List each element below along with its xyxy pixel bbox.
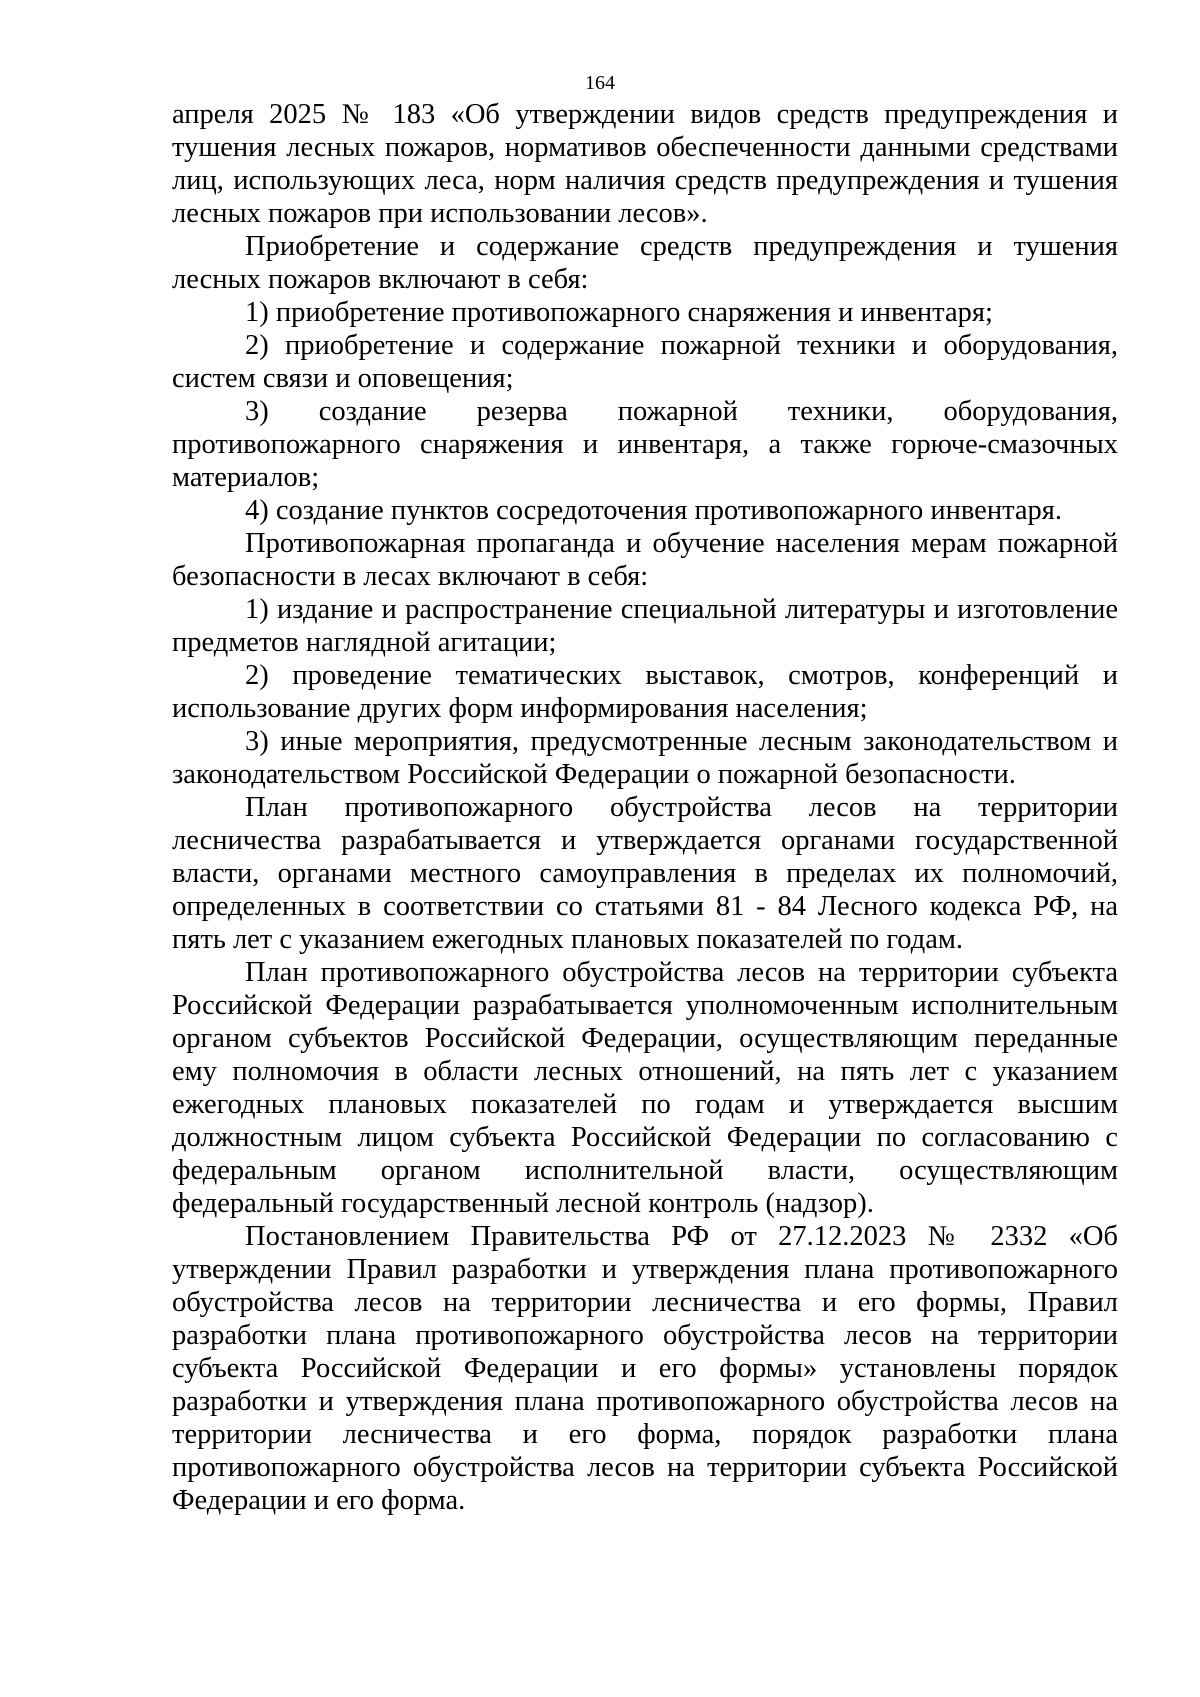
document-body — [172, 98, 1118, 1517]
list-item-literature: 1) издание и распространение специальной литературы и изготовление предметов наглядной агитации; — [172, 594, 1118, 658]
paragraph-continuation: апреля 2025 № 183 «Об утверждении видов средств предупреждения и тушения лесных пожаров, нормативов обеспеченности данными средствами лиц, использующих леса, норм наличия средств предупреждения и тушения лесных пожаров при использовании лесов». — [172, 99, 1118, 229]
list-item-other-measures: 3) иные мероприятия, предусмотренные лесным законодательством и законодательством Российской Федерации о пожарной безопасности. — [172, 726, 1118, 790]
paragraph-subject-plan: План противопожарного обустройства лесов на территории субъекта Российской Федерации разрабатывается уполномоченным исполнительным органом субъектов Российской Федерации, осуществляющим переданные ему полномочия в области лесных отношений, на пять лет с указанием ежегодных плановых показателей по годам и утверждается высшим должностным лицом субъекта Российской Федерации по согласованию с федеральным органом исполнительной власти, осуществляющим федеральный государственный лесной контроль (надзор). — [172, 957, 1118, 1219]
page-number: 164 — [585, 72, 615, 94]
paragraph-government-decree: Постановлением Правительства РФ от 27.12.2023 № 2332 «Об утверждении Правил разработки и утверждения плана противопожарного обустройства лесов на территории лесничества и его формы, Правил разработки плана противопожарного обустройства лесов на территории субъекта Российской Федерации и его формы» установлены порядок разработки и утверждения плана противопожарного обустройства лесов на территории лесничества и его форма, порядок разработки плана противопожарного обустройства лесов на территории субъекта Российской Федерации и его форма. — [172, 1221, 1118, 1516]
paragraph-forestry-plan: План противопожарного обустройства лесов на территории лесничества разрабатывается и утверждается органами государственной власти, органами местного самоуправления в пределах их полномочий, определенных в соответствии со статьями 81 - 84 Лесного кодекса РФ, на пять лет с указанием ежегодных плановых показателей по годам. — [172, 792, 1118, 955]
list-item-concentration-points: 4) создание пунктов сосредоточения противопожарного инвентаря. — [245, 495, 1063, 526]
paragraph-propaganda-intro: Противопожарная пропаганда и обучение населения мерам пожарной безопасности в лесах включают в себя: — [172, 528, 1118, 592]
list-item-equipment-purchase: 1) приобретение противопожарного снаряжения и инвентаря; — [245, 297, 993, 328]
list-item-exhibitions: 2) проведение тематических выставок, смотров, конференций и использование других форм информирования населения; — [172, 660, 1118, 724]
list-item-reserve-creation: 3) создание резерва пожарной техники, оборудования, противопожарного снаряжения и инвентаря, а также горюче-смазочных материалов; — [172, 396, 1118, 493]
list-item-machinery-purchase: 2) приобретение и содержание пожарной техники и оборудования, систем связи и оповещения; — [172, 330, 1118, 394]
paragraph-fire-means-intro: Приобретение и содержание средств предупреждения и тушения лесных пожаров включают в себя: — [172, 231, 1118, 295]
